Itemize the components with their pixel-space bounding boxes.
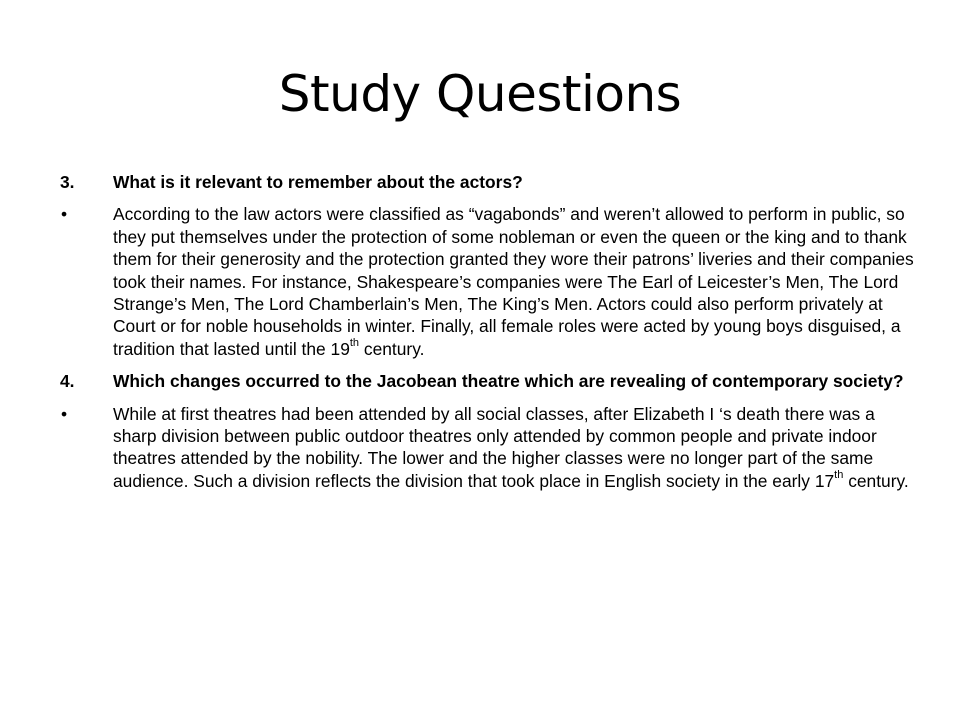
bullet-icon: • [61, 403, 68, 424]
question-text: Which changes occurred to the Jacobean theatre which are revealing of contemporary society? [113, 371, 904, 392]
question-text: What is it relevant to remember about the actors? [113, 172, 523, 192]
answer-text-main: While at first theatres had been attended by all social classes, after Elizabeth I ‘s death there was a sharp division between public outdoor theatres only attended by common people and private indoor theatres attended by the nobility. The lower and the higher classes were no longer part of the same audience. Such a division reflects the division that took place in English society in the early 17 [113, 403, 877, 491]
bullet-icon: • [61, 204, 68, 225]
question-number: 4. [60, 371, 75, 392]
answer-text-main: According to the law actors were classified as “vagabonds” and weren’t allowed to perform in public, so they put themselves under the protection of some nobleman or even the queen or the king and to thank them for their generosity and the protection granted they wore their patrons’ liveries and their companies took their names. For instance, Shakespeare’s companies were The Earl of Leicester’s Men, The Lord Strange’s Men, The Lord Chamberlain’s Men, The King’s Men. Actors could also perform privately at Court or for noble households in winter. Finally, all female roles were acted by young boys disguised, a tradition that lasted until the 19 [113, 204, 914, 359]
answer-3 [60, 203, 922, 360]
answer-text-end: century. [843, 470, 909, 491]
answer-text [113, 404, 909, 491]
answer-4 [60, 403, 922, 493]
superscript: th [349, 337, 360, 350]
slide-title: Study Questions [278, 65, 682, 123]
question-number: 3. [60, 172, 75, 192]
slide-body [60, 171, 922, 502]
answer-text-end: century. [359, 338, 425, 359]
question-4 [60, 370, 922, 392]
question-3 [60, 171, 922, 193]
superscript: th [834, 469, 844, 482]
answer-text [113, 204, 914, 358]
